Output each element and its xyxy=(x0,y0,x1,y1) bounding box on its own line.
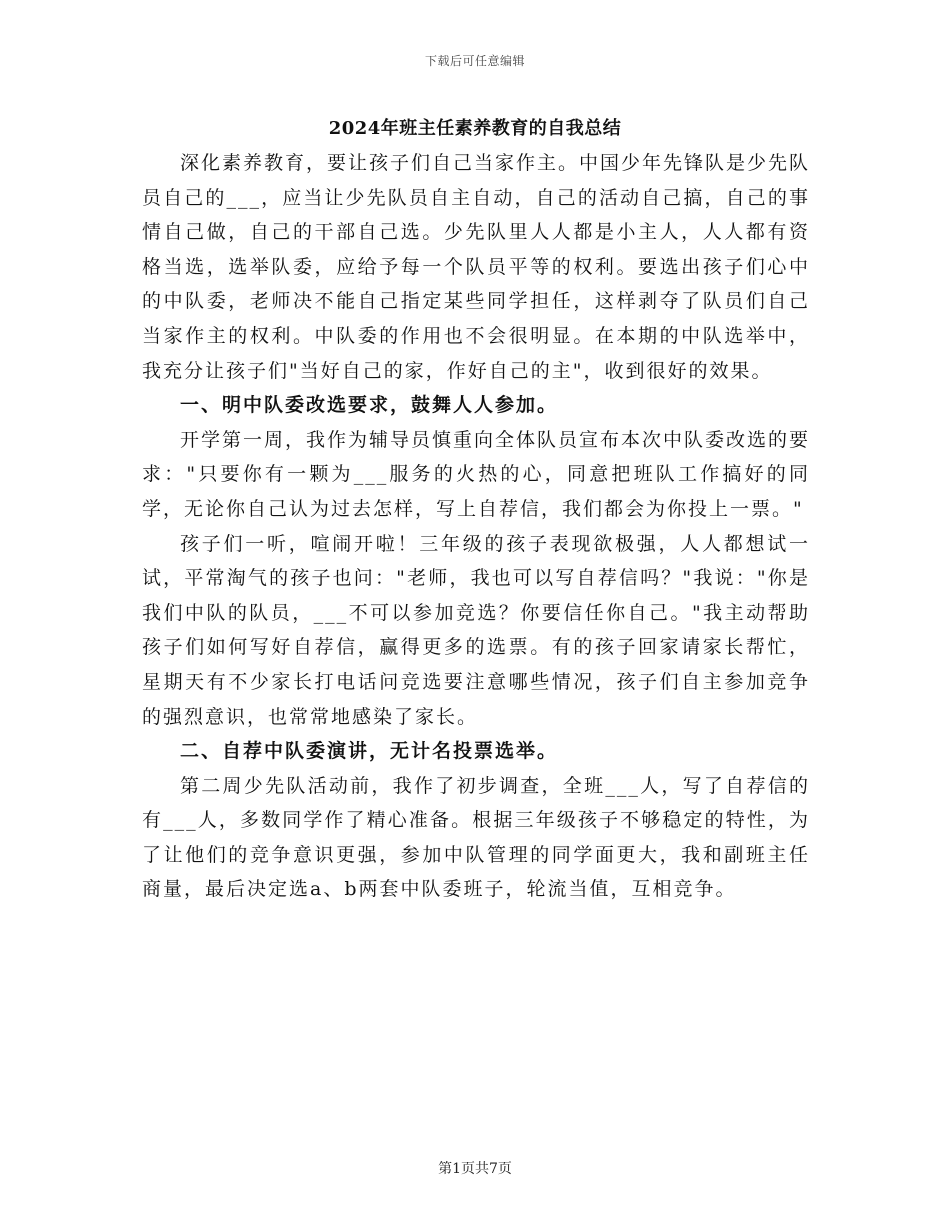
page-number-footer: 第1页共7页 xyxy=(438,1161,512,1177)
section-heading-1: 一、明中队委改选要求，鼓舞人人参加。 xyxy=(180,394,559,417)
section-heading-2: 二、自荐中队委演讲，无计名投票选举。 xyxy=(180,740,559,763)
paragraph-requirements: 开学第一周，我作为辅导员慎重向全体队员宣布本次中队委改选的要求："只要你有一颗为___服务的火热的心，同意把班队工作搞好的同学，无论你自己认为过去怎样，写上自荐信，我们都会为你投上一票。" xyxy=(142,428,811,520)
paragraph-children-response: 孩子们一听，喧闹开啦！三年级的孩子表现欲极强，人人都想试一试，平常淘气的孩子也问："老师，我也可以写自荐信吗？"我说："你是我们中队的队员，___不可以参加竞选？你要信任你自己。"我主动帮助孩子们如何写好自荐信，赢得更多的选票。有的孩子回家请家长帮忙，星期天有不少家长打电话问竞选要注意哪些情况，孩子们自主参加竞争的强烈意识，也常常地感染了家长。 xyxy=(142,532,810,728)
header-note: 下载后可任意编辑 xyxy=(424,54,525,68)
document-body xyxy=(142,146,810,907)
document-title: 2024年班主任素养教育的自我总结 xyxy=(328,118,622,139)
paragraph-election: 第二周少先队活动前，我作了初步调查，全班___人，写了自荐信的有___人，多数同学作了精心准备。根据三年级孩子不够稳定的特性，为了让他们的竞争意识更强，参加中队管理的同学面更大，我和副班主任商量，最后决定选a、b两套中队委班子，轮流当值，互相竞争。 xyxy=(142,774,810,901)
paragraph-intro: 深化素养教育，要让孩子们自己当家作主。中国少年先锋队是少先队员自己的___，应当让少先队员自主自动，自己的活动自己搞，自己的事情自己做，自己的干部自己选。少先队里人人都是小主人，人人都有资格当选，选举队委，应给予每一个队员平等的权利。要选出孩子们心中的中队委，老师决不能自己指定某些同学担任，这样剥夺了队员们自己当家作主的权利。中队委的作用也不会很明显。在本期的中队选举中，我充分让孩子们"当好自己的家，作好自己的主"，收到很好的效果。 xyxy=(142,152,811,382)
